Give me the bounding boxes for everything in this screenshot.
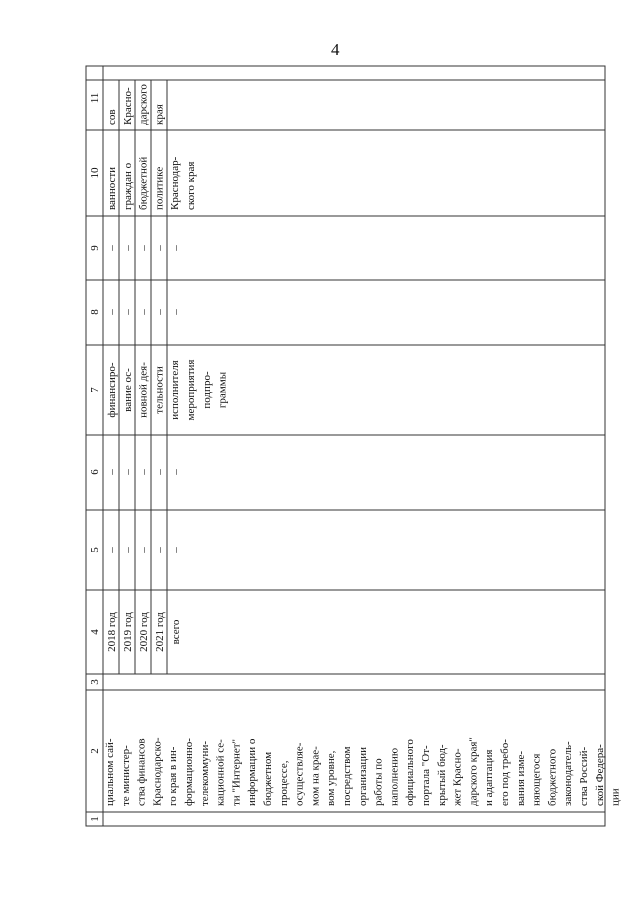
column-2-line: вом уровне, (325, 750, 338, 806)
column-2-line: Краснодарско- (151, 737, 164, 806)
column-2-line: осуществляе- (293, 742, 306, 806)
column-2-line: те министер- (119, 745, 132, 806)
column-2-line: циальном сай- (104, 738, 116, 806)
column-2-line: и адаптация (483, 749, 496, 806)
dash-cell: – (106, 309, 118, 315)
column-number: 9 (89, 245, 101, 251)
column-7-line: финансиро- (106, 362, 118, 418)
column-2-line: крытый бюд- (435, 744, 448, 806)
column-10-line: политике (153, 166, 166, 210)
column-10-line: граждан о (121, 162, 134, 210)
column-2-line: формационно- (183, 738, 195, 806)
column-2-line: ции (609, 788, 622, 806)
year-cell: всего (170, 619, 182, 645)
dash-cell: – (170, 245, 182, 251)
column-2-line: кационной се- (214, 739, 227, 806)
column-11-line: дарского (137, 84, 150, 125)
column-number: 3 (89, 679, 101, 685)
dash-cell: – (122, 547, 134, 553)
column-11-line: Красно- (121, 87, 134, 125)
year-cell: 2020 год (138, 612, 150, 652)
dash-cell: – (138, 309, 150, 315)
column-2-line: организации (356, 746, 369, 806)
column-2-line: ства Россий- (578, 746, 590, 806)
column-2-line: ской Федера- (593, 744, 606, 806)
column-number-row (89, 93, 101, 822)
column-number: 6 (89, 469, 101, 475)
column-11-line: сов (106, 109, 118, 125)
column-2-line: работы по (372, 758, 385, 806)
year-cell: 2019 год (122, 612, 134, 652)
column-7-line: подпро- (200, 371, 213, 409)
column-number: 4 (89, 629, 101, 635)
column-2-line: посредством (341, 746, 353, 806)
column-2-text (104, 737, 622, 807)
column-number: 7 (89, 387, 101, 393)
column-10-line: ского края (185, 161, 197, 210)
column-2-line: ти "Интернет" (230, 738, 243, 806)
column-number: 1 (89, 816, 101, 822)
column-number: 5 (89, 547, 101, 553)
column-2-line: его под требо- (499, 739, 511, 806)
column-2-line: вания изме- (514, 750, 527, 806)
dash-cell: – (154, 309, 166, 315)
column-2-line: информации о (246, 738, 259, 806)
column-2-line: няющегося (530, 753, 543, 806)
column-7-line: граммы (216, 371, 229, 409)
column-2-line: мом на крае- (309, 746, 322, 806)
dash-cell: – (170, 469, 182, 475)
column-2-line: официального (404, 739, 417, 806)
column-2-line: портала "От- (420, 745, 432, 806)
dash-cell: – (138, 245, 150, 251)
dash-cell: – (170, 547, 182, 553)
column-number: 10 (89, 167, 101, 179)
column-10-line: бюджетной (137, 156, 150, 210)
column-2-line: законодатель- (562, 741, 575, 806)
dash-cell: – (138, 469, 150, 475)
dash-cell: – (154, 547, 166, 553)
dash-cell: – (154, 469, 166, 475)
column-2-line: ства финансов (135, 738, 148, 806)
column-2-line: бюджетного (546, 748, 559, 806)
dash-cell: – (122, 245, 134, 251)
dash-cell: – (122, 309, 134, 315)
column-2-line: бюджетном (262, 751, 274, 806)
column-7-line: тельности (153, 366, 166, 414)
column-2-line: наполнению (388, 747, 401, 806)
column-10-line: Краснодар- (169, 156, 182, 210)
column-7-line: новной дея- (137, 362, 150, 418)
column-11-text (106, 84, 165, 125)
column-4-years (106, 612, 182, 652)
column-11-line: края (153, 104, 166, 125)
column-number: 2 (89, 748, 101, 754)
column-7-line: исполнителя (169, 360, 182, 420)
column-10-line: ванности (106, 166, 118, 210)
column-7-line: вание ос- (121, 368, 134, 412)
dash-cell: – (106, 547, 118, 553)
column-2-line: процессе, (277, 760, 290, 806)
column-number: 8 (89, 309, 101, 315)
column-2-line: дарского края" (467, 737, 480, 806)
dash-cell: – (138, 547, 150, 553)
column-number: 11 (89, 92, 101, 104)
column-2-line: телекоммуни- (198, 741, 211, 806)
year-cell: 2021 год (154, 612, 166, 652)
dash-cell: – (170, 309, 182, 315)
dash-cell: – (106, 245, 118, 251)
dash-cell: – (122, 469, 134, 475)
dash-cell: – (154, 245, 166, 251)
dash-cell: – (106, 469, 118, 475)
column-2-line: жет Красно- (451, 748, 464, 806)
year-cell: 2018 год (106, 612, 118, 652)
page-number: 4 (331, 40, 340, 59)
column-7-line: мероприятия (185, 359, 197, 421)
column-2-line: го края в ин- (167, 746, 180, 806)
